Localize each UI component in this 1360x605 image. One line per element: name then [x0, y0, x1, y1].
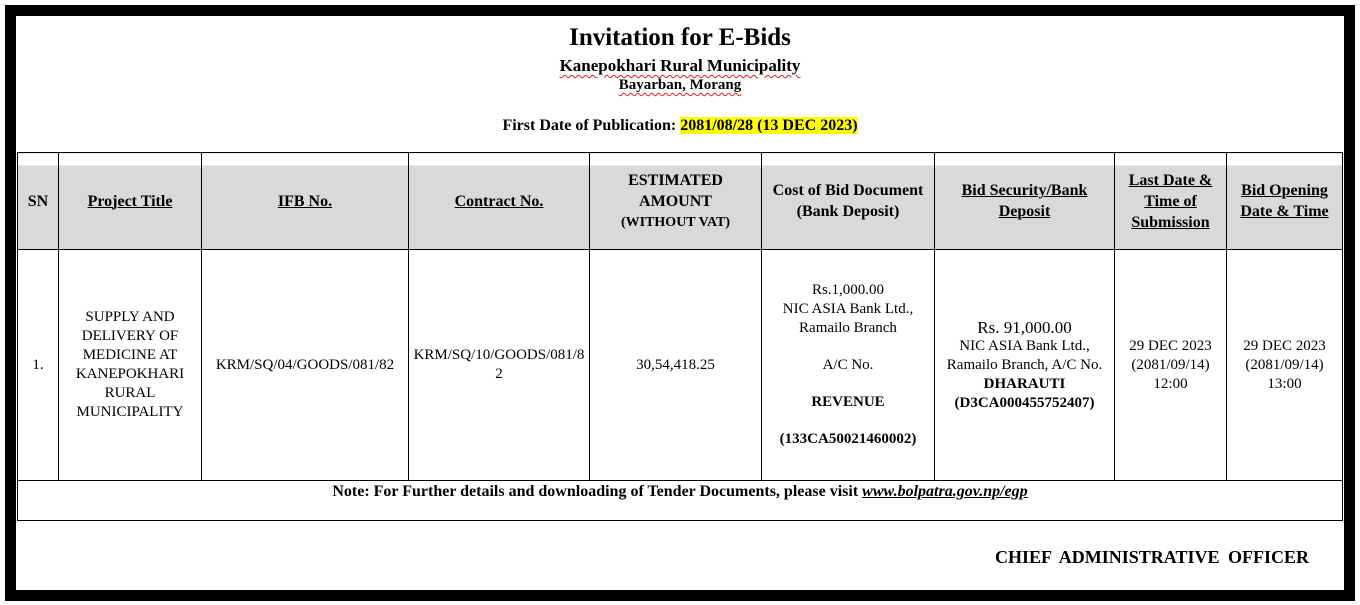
cost-ac-label: A/C No. — [822, 357, 874, 373]
header-estimated-amount — [590, 153, 762, 250]
row-last-date — [1115, 250, 1227, 481]
row-opening-date — [1227, 250, 1343, 481]
note-cell — [18, 481, 1343, 521]
header-ifb-no: IFB No. — [202, 153, 409, 250]
security-ac-name: DHARAUTI — [983, 375, 1066, 392]
opening-date-date: 29 DEC 2023 — [1243, 337, 1326, 354]
cost-ac-number: (133CA50021460002) — [779, 431, 917, 447]
row-cost-of-bid — [762, 250, 935, 481]
row-sn: 1. — [18, 250, 59, 481]
table-row — [18, 250, 1343, 481]
header-opening-date: Bid Opening Date & Time — [1227, 153, 1343, 250]
note-text: Note: For Further details and downloading of Tender Documents, please visit — [332, 483, 859, 500]
header-bid-security: Bid Security/Bank Deposit — [935, 153, 1115, 250]
last-date-time: 12:00 — [1153, 375, 1188, 392]
publication-line — [16, 117, 1344, 135]
municipality-name — [16, 56, 1344, 76]
municipality-location — [16, 77, 1344, 94]
cost-amount: Rs.1,000.00 — [811, 282, 885, 298]
municipality-location-text: Bayarban, Morang — [618, 77, 742, 93]
security-amount: Rs. 91,000.00 — [977, 317, 1072, 337]
bids-table — [17, 152, 1343, 521]
security-ac-number: (D3CA000455752407) — [954, 394, 1095, 411]
signatory-title: CHIEF ADMINISTRATIVE OFFICER — [994, 547, 1309, 567]
row-estimated-amount: 30,54,418.25 — [590, 250, 762, 481]
header-last-date: Last Date & Time of Submission — [1115, 153, 1227, 250]
table-header-row — [18, 153, 1343, 250]
header-contract-no: Contract No. — [409, 153, 590, 250]
last-date-date: 29 DEC 2023 — [1129, 337, 1212, 354]
municipality-name-text: Kanepokhari Rural Municipality — [559, 56, 801, 75]
header-project-title: Project Title — [59, 153, 202, 250]
cost-branch: Ramailo Branch — [799, 320, 897, 336]
row-project-title: SUPPLY AND DELIVERY OF MEDICINE AT KANEPOKHARI RURAL MUNICIPALITY — [59, 250, 202, 481]
notice-title: Invitation for E-Bids — [569, 24, 791, 51]
opening-date-time: 13:00 — [1267, 375, 1302, 392]
row-bid-security — [935, 250, 1115, 481]
header-estimated-amount-note: (WITHOUT VAT) — [620, 214, 731, 230]
security-bank: NIC ASIA Bank Ltd., Ramailo Branch, A/C No. — [946, 337, 1103, 373]
cost-bank: NIC ASIA Bank Ltd., — [782, 301, 914, 317]
cost-ac-name: REVENUE — [811, 394, 885, 410]
publication-label: First Date of Publication: — [502, 117, 677, 134]
notice-frame — [5, 5, 1355, 601]
row-ifb-no: KRM/SQ/04/GOODS/081/82 — [202, 250, 409, 481]
opening-date-bs: (2081/09/14) — [1245, 356, 1324, 373]
header-estimated-amount-label: ESTIMATED AMOUNT — [628, 171, 723, 210]
header-cost-of-bid: Cost of Bid Document (Bank Deposit) — [762, 153, 935, 250]
row-contract-no: KRM/SQ/10/GOODS/081/82 — [409, 250, 590, 481]
header-sn: SN — [18, 153, 59, 250]
last-date-bs: (2081/09/14) — [1131, 356, 1210, 373]
note-row — [18, 481, 1343, 521]
publication-date: 2081/08/28 (13 DEC 2023) — [680, 117, 858, 134]
bolpatra-link[interactable]: www.bolpatra.gov.np/egp — [862, 483, 1028, 500]
